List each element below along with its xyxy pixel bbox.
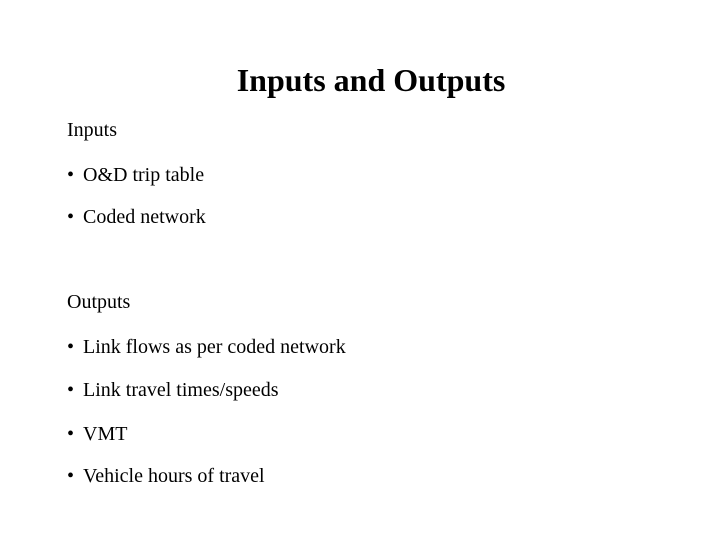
bullet-icon: • bbox=[67, 164, 75, 186]
list-item bbox=[67, 421, 127, 447]
list-item-text: VMT bbox=[83, 423, 128, 445]
inputs-heading: Inputs bbox=[67, 119, 117, 141]
list-item bbox=[67, 204, 206, 230]
list-item-text: Link flows as per coded network bbox=[83, 336, 346, 358]
outputs-heading: Outputs bbox=[67, 291, 131, 313]
list-item bbox=[67, 377, 279, 403]
list-item-text: O&D trip table bbox=[83, 164, 205, 186]
list-item bbox=[67, 162, 204, 188]
list-item bbox=[67, 463, 265, 489]
list-item-text: Vehicle hours of travel bbox=[83, 465, 265, 487]
bullet-icon: • bbox=[67, 465, 75, 487]
list-item bbox=[67, 334, 346, 360]
slide-title: Inputs and Outputs bbox=[236, 62, 506, 98]
bullet-icon: • bbox=[67, 336, 75, 358]
bullet-icon: • bbox=[67, 423, 75, 445]
bullet-icon: • bbox=[67, 206, 75, 228]
list-item-text: Coded network bbox=[83, 206, 206, 228]
bullet-icon: • bbox=[67, 379, 75, 401]
list-item-text: Link travel times/speeds bbox=[83, 379, 279, 401]
